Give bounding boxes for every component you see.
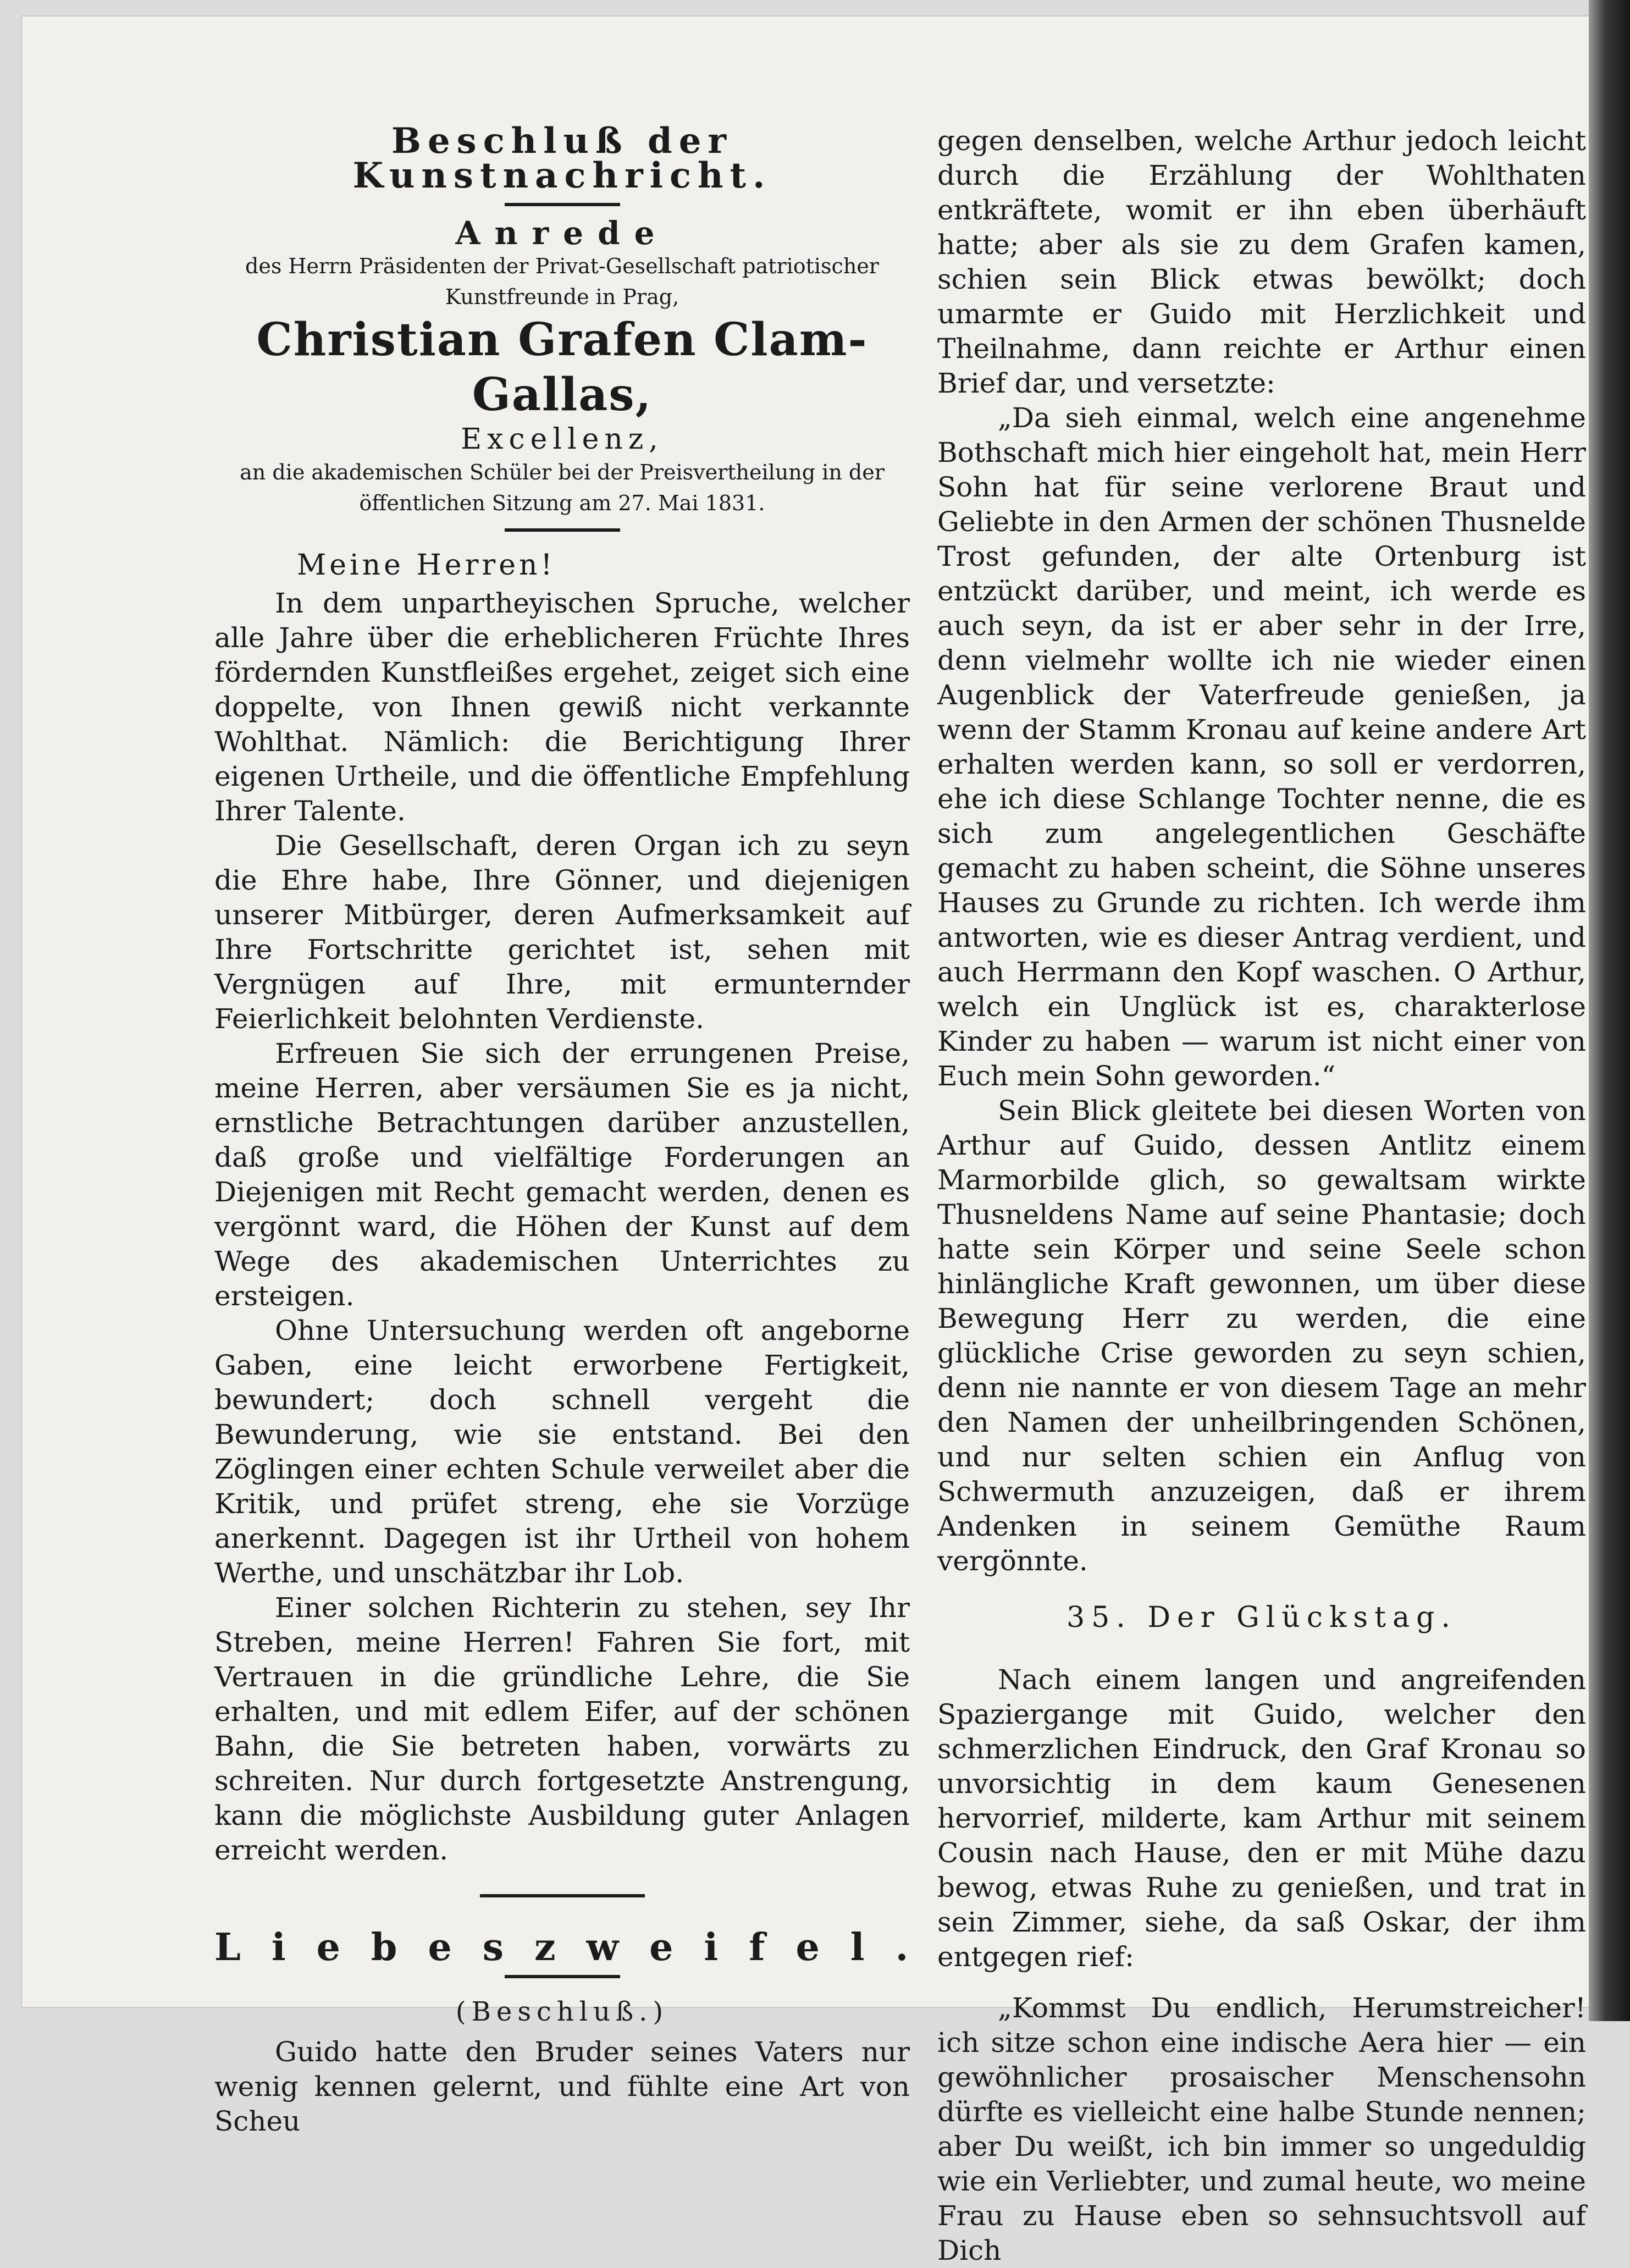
paragraph: Nach einem langen und angreifenden Spaziergange mit Guido, welcher den schmerzlichen Eindruck, den Graf Kronau so unvorsichtig in dem kaum Genesenen hervorrief, milderte, kam Arthur mit seinem Cousin nach Hause, den er mit Mühe dazu bewog, etwas Ruhe zu genießen, und trat in sein Zimmer, siehe, da saß Oskar, der ihm entgegen rief: xyxy=(937,1664,1586,1973)
address-line: Kunstfreunde in Prag, xyxy=(445,285,679,309)
paragraph: Ohne Untersuchung werden oft angeborne Gaben, eine leicht erworbene Fertigkeit, bewundert; doch schnell vergeht die Bewunderung, wie sie entstand. Bei den Zöglingen einer echten Schule verweilet aber die Kritik, und prüfet streng, ehe sie Vorzüge anerkennt. Dagegen ist ihr Urtheil von hohem Werthe, und unschätzbar ihr Lob. xyxy=(214,1315,910,1589)
section-title: Liebeszweifel. xyxy=(214,1925,940,1969)
divider xyxy=(505,528,620,532)
paragraph: Einer solchen Richterin zu stehen, sey Ihr Streben, meine Herren! Fahren Sie fort, mit Vertrauen in die gründliche Lehre, die Sie erhalten, und mit edlem Eifer, auf der schönen Bahn, die Sie betreten haben, vorwärts zu schreiten. Nur durch fortgesetzte Anstrengung, kann die möglichste Ausbildung guter Anlagen erreicht werden. xyxy=(214,1592,910,1866)
page xyxy=(22,16,1589,2266)
divider xyxy=(505,203,620,206)
paragraph: Sein Blick gleitete bei diesen Worten von Arthur auf Guido, dessen Antlitz einem Marmorbilde glich, so gewaltsam wirkte Thusneldens Name auf seine Phantasie; doch hatte sein Körper und seine Seele schon hinlängliche Kraft gewonnen, um über diese Bewegung Herr zu werden, die eine glückliche Crise geworden zu seyn schien, denn nie nannte er von diesem Tage an mehr den Namen der unheilbringenden Schönen, und nur selten schien ein Anflug von Schwermuth anzuzeigen, daß er ihrem Andenken in seinem Gemüthe Raum vergönnte. xyxy=(937,1095,1586,1577)
speaker-title: Excellenz, xyxy=(461,423,664,456)
paragraph: Die Gesellschaft, deren Organ ich zu seyn die Ehre habe, Ihre Gönner, und diejenigen unserer Mitbürger, deren Aufmerksamkeit auf Ihre Fortschritte gerichtet ist, sehen mit Vergnügen auf Ihre, mit ermunternder Feierlichkeit belohnten Verdienste. xyxy=(214,830,910,1035)
paragraph: In dem unpartheyischen Spruche, welcher alle Jahre über die erheblicheren Früchte Ihres fördernden Kunstfleißes ergehet, zeiget sich eine doppelte, von Ihnen gewiß nicht verkannte Wohlthat. Nämlich: die Berichtigung Ihrer eigenen Urtheile, und die öffentliche Empfehlung Ihrer Talente. xyxy=(214,587,910,827)
paragraph: „Da sieh einmal, welch eine angenehme Bothschaft mich hier eingeholt hat, mein Herr Sohn hat für seine verlorene Braut und Geliebte in den Armen der schönen Thusnelde Trost gefunden, der alte Ortenburg ist entzückt darüber, und meint, ich werde es auch seyn, da ist er aber sehr in der Irre, denn vielmehr wollte ich nie wieder einen Augenblick der Vaterfreude genießen, ja wenn der Stamm Kronau auf keine andere Art erhalten werden kann, so soll er verdorren, ehe ich diese Schlange Tochter nenne, die es sich zum angelegentlichen Geschäfte gemacht zu haben scheint, die Söhne unseres Hauses zu Grunde zu richten. Ich werde ihm antworten, wie es dieser Antrag verdient, und auch Herrmann den Kopf waschen. O Arthur, welch ein Unglück ist es, charakterlose Kinder zu haben — warum ist nicht einer von Euch mein Sohn geworden.“ xyxy=(937,402,1586,1092)
paragraph: „Kommst Du endlich, Herumstreicher! ich sitze schon eine indische Aera hier — ein gewöhnlicher prosaischer Menschensohn dürfte es vielleicht eine halbe Stunde nennen; aber Du weißt, ich bin immer so ungeduldig wie ein Verliebter, und zumal heute, wo meine Frau zu Hause eben so sehnsuchtsvoll auf Dich xyxy=(937,1992,1586,2266)
article-header: Beschluß der Kunstnachricht. xyxy=(352,120,772,196)
address-line: des Herrn Präsidenten der Privat-Gesellschaft patriotischer xyxy=(245,254,879,278)
paragraph: Erfreuen Sie sich der errungenen Preise, meine Herren, aber versäumen Sie es ja nicht, ernstliche Betrachtungen darüber anzustellen, daß große und vielfältige Forderungen an Diejenigen mit Recht gemacht werden, denen es vergönnt ward, die Höhen der Kunst auf dem Wege des akademischen Unterrichtes zu ersteigen. xyxy=(214,1038,910,1312)
address-title: Anrede xyxy=(455,214,669,252)
chapter-heading: 35. Der Glückstag. xyxy=(1067,1601,1457,1634)
right-column xyxy=(937,124,1586,2268)
address-line: an die akademischen Schüler bei der Preisvertheilung in der xyxy=(240,460,885,484)
paragraph: Guido hatte den Bruder seines Vaters nur wenig kennen gelernt, und fühlte eine Art von Scheu xyxy=(214,2036,910,2137)
paragraph: gegen denselben, welche Arthur jedoch leicht durch die Erzählung der Wohlthaten entkräftete, womit er ihn eben überhäuft hatte; aber als sie zu dem Grafen kamen, schien sein Blick etwas bewölkt; doch umarmte er Guido mit Herzlichkeit und Theilnahme, dann reichte er Arthur einen Brief dar, und versetzte: xyxy=(937,125,1586,399)
page-edge-shadow xyxy=(1589,0,1630,2021)
divider xyxy=(505,1975,620,1978)
divider xyxy=(480,1894,645,1897)
section-subtitle: (Beschluß.) xyxy=(455,1996,669,2027)
left-column xyxy=(214,120,940,2139)
address-line: öffentlichen Sitzung am 27. Mai 1831. xyxy=(359,491,765,515)
speaker-name: Christian Grafen Clam-Gallas, xyxy=(256,313,868,421)
salutation: Meine Herren! xyxy=(297,549,556,582)
